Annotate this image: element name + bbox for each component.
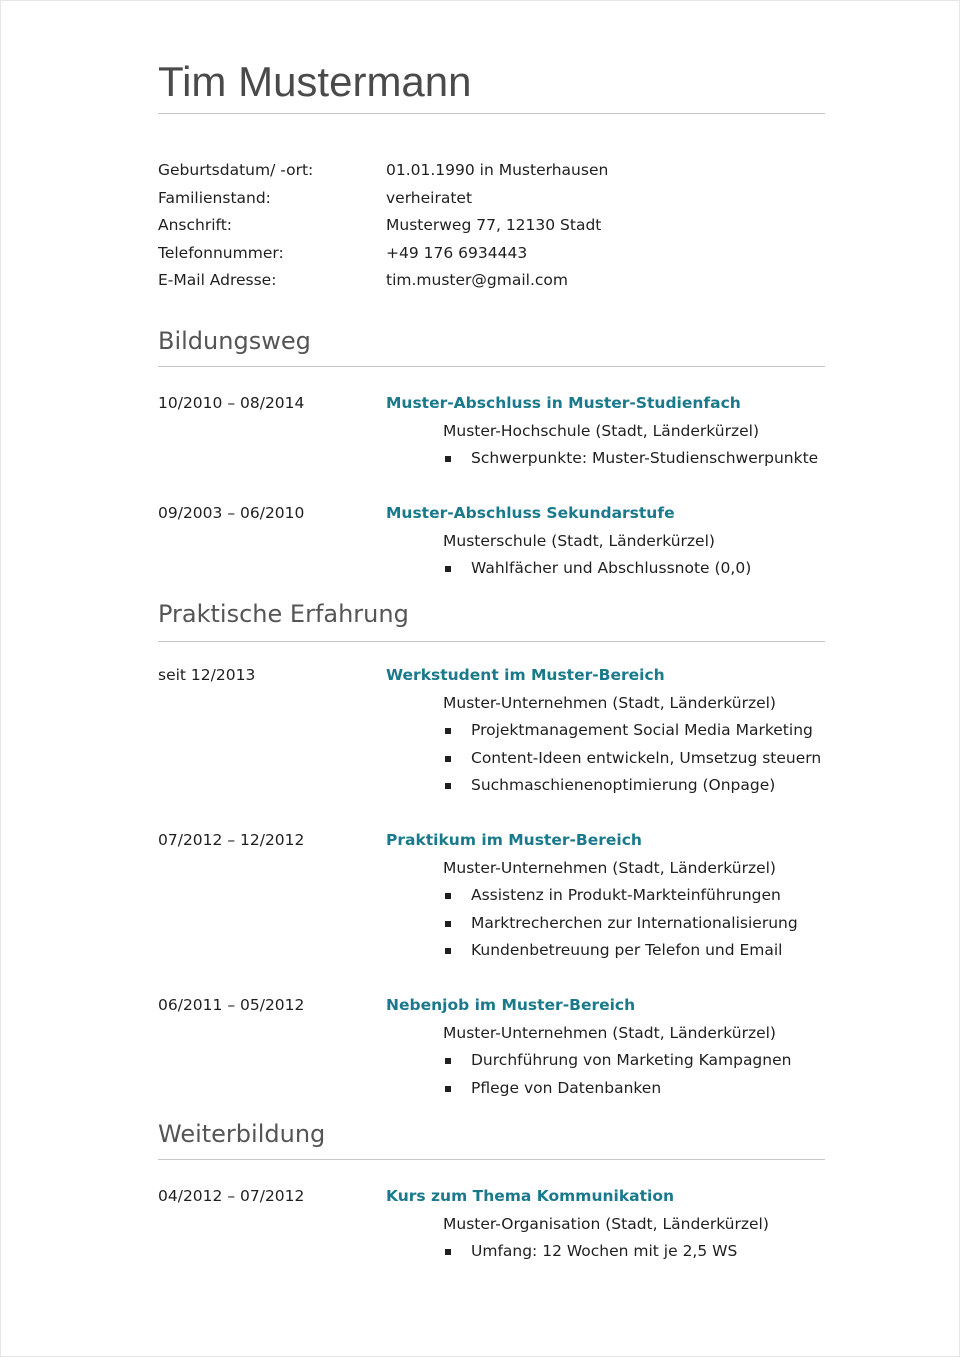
section-divider: [158, 641, 825, 642]
entry-title: Kurs zum Thema Kommunikation: [386, 1187, 675, 1205]
personal-label: E-Mail Adresse:: [158, 271, 277, 289]
entry-date: 09/2003 – 06/2010: [158, 504, 305, 522]
entry-organization: Muster-Unternehmen (Stadt, Länderkürzel): [443, 693, 776, 712]
square-bullet-icon: [445, 893, 451, 899]
list-item: [443, 1047, 791, 1075]
square-bullet-icon: [445, 1249, 451, 1255]
bullet-text: Pflege von Datenbanken: [471, 1078, 662, 1097]
personal-value: Musterweg 77, 12130 Stadt: [386, 216, 602, 234]
personal-label: Telefonnummer:: [158, 243, 284, 262]
email-link[interactable]: tim.muster@gmail.com: [386, 271, 568, 289]
section-divider: [158, 1159, 825, 1160]
entry-date: 06/2011 – 05/2012: [158, 996, 305, 1014]
entry-date: 07/2012 – 12/2012: [158, 831, 305, 849]
list-item: [443, 882, 798, 910]
entry-title: Nebenjob im Muster-Bereich: [386, 996, 636, 1014]
section-title-praktische-erfahrung: Praktische Erfahrung: [158, 600, 409, 628]
square-bullet-icon: [445, 1058, 451, 1064]
personal-label: Familienstand:: [158, 188, 271, 207]
bullet-text: Content-Ideen entwickeln, Umsetzug steuern: [471, 748, 822, 767]
entry-date: 10/2010 – 08/2014: [158, 394, 305, 412]
square-bullet-icon: [445, 728, 451, 734]
section-divider: [158, 366, 825, 367]
square-bullet-icon: [445, 456, 451, 462]
personal-value: +49 176 6934443: [386, 243, 528, 262]
bullet-text: Schwerpunkte: Muster-Studienschwerpunkte: [471, 449, 819, 467]
entry-organization: Muster-Hochschule (Stadt, Länderkürzel): [443, 421, 760, 440]
personal-label: Geburtsdatum/ -ort:: [158, 161, 314, 179]
section-title-weiterbildung: Weiterbildung: [158, 1120, 326, 1148]
list-item: [443, 1238, 737, 1266]
entry-organization: Muster-Unternehmen (Stadt, Länderkürzel): [443, 1023, 776, 1042]
section-title-bildungsweg: Bildungsweg: [158, 327, 311, 355]
bullet-text: Projektmanagement Social Media Marketing: [471, 721, 813, 739]
entry-bullet-list: [443, 555, 751, 583]
square-bullet-icon: [445, 566, 451, 572]
entry-organization: Muster-Unternehmen (Stadt, Länderkürzel): [443, 858, 776, 877]
list-item: [443, 745, 821, 773]
list-item: [443, 1075, 791, 1103]
square-bullet-icon: [445, 921, 451, 927]
bullet-text: Durchführung von Marketing Kampagnen: [471, 1051, 792, 1069]
cv-name: Tim Mustermann: [158, 58, 472, 105]
square-bullet-icon: [445, 756, 451, 762]
list-item: [443, 910, 798, 938]
square-bullet-icon: [445, 783, 451, 789]
list-item: [443, 772, 821, 800]
bullet-text: Marktrecherchen zur Internationalisierung: [471, 913, 798, 932]
entry-bullet-list: [443, 445, 818, 473]
entry-bullet-list: [443, 882, 798, 965]
entry-bullet-list: [443, 717, 821, 800]
bullet-text: Umfang: 12 Wochen mit je 2,5 WS: [471, 1242, 738, 1260]
entry-date: seit 12/2013: [158, 666, 256, 684]
entry-organization: Musterschule (Stadt, Länderkürzel): [443, 531, 715, 550]
list-item: [443, 445, 818, 473]
entry-date: 04/2012 – 07/2012: [158, 1187, 305, 1205]
list-item: [443, 555, 751, 583]
bullet-text: Assistenz in Produkt-Markteinführungen: [471, 886, 781, 904]
personal-label: Anschrift:: [158, 216, 233, 234]
entry-bullet-list: [443, 1047, 791, 1102]
name-divider: [158, 113, 825, 114]
list-item: [443, 937, 798, 965]
list-item: [443, 717, 821, 745]
square-bullet-icon: [445, 1086, 451, 1092]
entry-bullet-list: [443, 1238, 737, 1266]
bullet-text: Wahlfächer und Abschlussnote (0,0): [471, 559, 752, 577]
personal-value: verheiratet: [386, 188, 473, 207]
bullet-text: Kundenbetreuung per Telefon und Email: [471, 941, 783, 959]
square-bullet-icon: [445, 948, 451, 954]
entry-title: Praktikum im Muster-Bereich: [386, 831, 642, 849]
entry-title: Werkstudent im Muster-Bereich: [386, 666, 665, 684]
entry-title: Muster-Abschluss in Muster-Studienfach: [386, 394, 741, 412]
bullet-text: Suchmaschienenoptimierung (Onpage): [471, 776, 776, 794]
entry-title: Muster-Abschluss Sekundarstufe: [386, 504, 675, 522]
personal-value: 01.01.1990 in Musterhausen: [386, 161, 609, 179]
entry-organization: Muster-Organisation (Stadt, Länderkürzel): [443, 1214, 769, 1233]
